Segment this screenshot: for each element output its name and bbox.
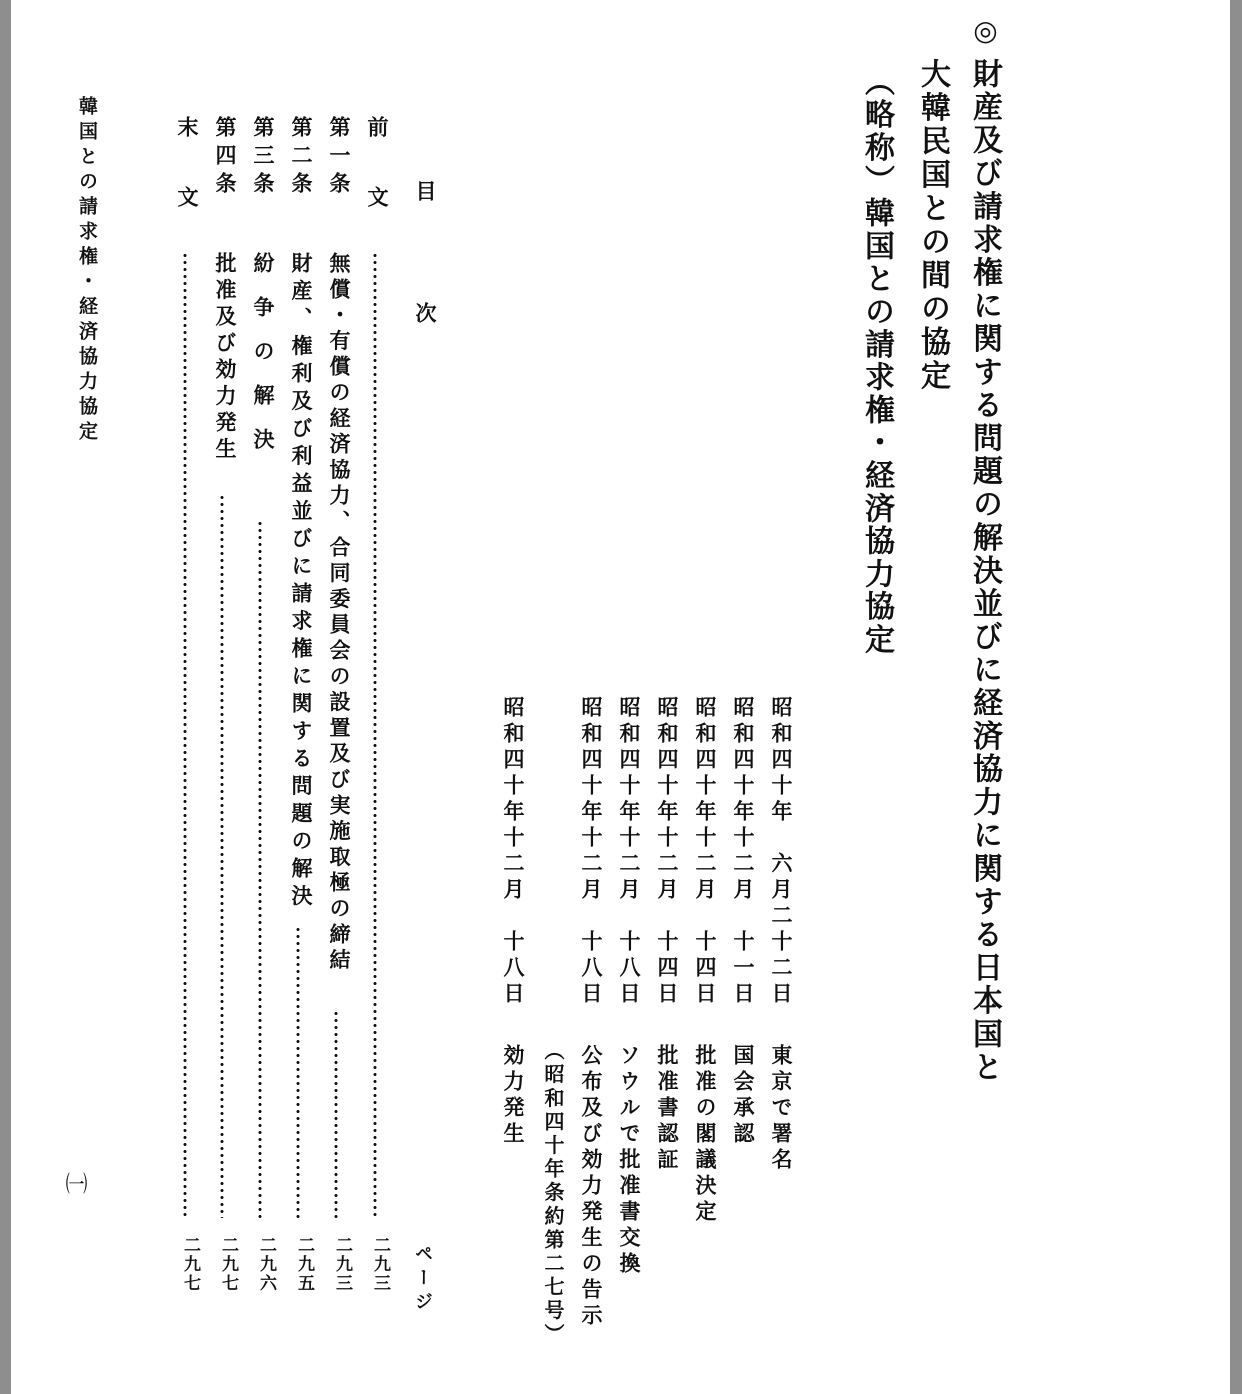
title-line-2: 大韓民国との間の協定	[915, 58, 950, 393]
toc-entry-label: 第三条	[251, 116, 276, 200]
toc-entry-title: 紛 争 の 解 決	[251, 252, 276, 450]
toc-page-label: ページ	[412, 1244, 433, 1316]
toc-leader-dots	[258, 520, 262, 1218]
history-event-2: 国会承認	[731, 1044, 756, 1148]
toc-entry-page: 二九三	[370, 1236, 390, 1293]
running-head: 韓国との請求権・経済協力協定	[76, 96, 98, 446]
history-event-1: 東京で署名	[769, 1044, 794, 1174]
toc-entry-title: 財産、権利及び利益並びに請求権に関する問題の解決	[289, 252, 314, 912]
toc-entry-page: 二九五	[294, 1236, 314, 1293]
history-event-6: 公布及び効力発生の告示	[579, 1044, 604, 1330]
toc-leader-dots	[220, 494, 224, 1218]
history-date-2: 昭和四十年十二月 十一日	[731, 696, 756, 1008]
title-line-1: 財産及び請求権に関する問題の解決並びに経済協力に関する日本国と	[967, 58, 1002, 1085]
toc-leader-dots	[334, 1010, 338, 1218]
toc-entry-label: 第四条	[213, 116, 238, 200]
history-date-3: 昭和四十年十二月 十四日	[693, 696, 718, 1008]
abbreviation: （略称）韓国との請求権・経済協力協定	[859, 66, 894, 657]
toc-entry-page: 二九七	[218, 1236, 238, 1293]
toc-leader-dots	[183, 252, 187, 1218]
toc-entry-page: 二九三	[332, 1236, 352, 1293]
toc-entry-title: 無償・有償の経済協力、合同委員会の設置及び実施取極の締結	[327, 252, 352, 975]
history-event-4: 批准書認証	[655, 1044, 680, 1174]
toc-entry-label: 第一条	[327, 116, 352, 200]
history-note-6: （昭和四十年条約第二七号）	[541, 1040, 565, 1347]
toc-heading: 目 次	[413, 180, 438, 363]
toc-entry-title: 批准及び効力発生	[213, 252, 238, 464]
toc-entry-label: 前 文	[365, 116, 390, 221]
toc-entry-label: 第二条	[289, 116, 314, 200]
toc-leader-dots	[373, 252, 377, 1218]
page-number: ㈠	[62, 1172, 87, 1194]
toc-leader-dots	[296, 926, 300, 1218]
toc-entry-label: 末 文	[175, 116, 200, 221]
document-page	[11, 0, 1230, 1394]
history-date-5: 昭和四十年十二月 十八日	[617, 696, 642, 1008]
history-date-6: 昭和四十年十二月 十八日	[579, 696, 604, 1008]
title-mark: ◎	[969, 14, 1002, 51]
history-event-3: 批准の閣議決定	[693, 1044, 718, 1226]
history-date-4: 昭和四十年十二月 十四日	[655, 696, 680, 1008]
toc-entry-page: 二九六	[256, 1236, 276, 1293]
history-event-7: 効力発生	[501, 1044, 526, 1148]
history-event-5: ソウルで批准書交換	[617, 1044, 642, 1278]
toc-entry-page: 二九七	[180, 1236, 200, 1293]
history-date-7: 昭和四十年十二月 十八日	[501, 696, 526, 1008]
history-date-1: 昭和四十年 六月二十二日	[769, 696, 794, 1008]
